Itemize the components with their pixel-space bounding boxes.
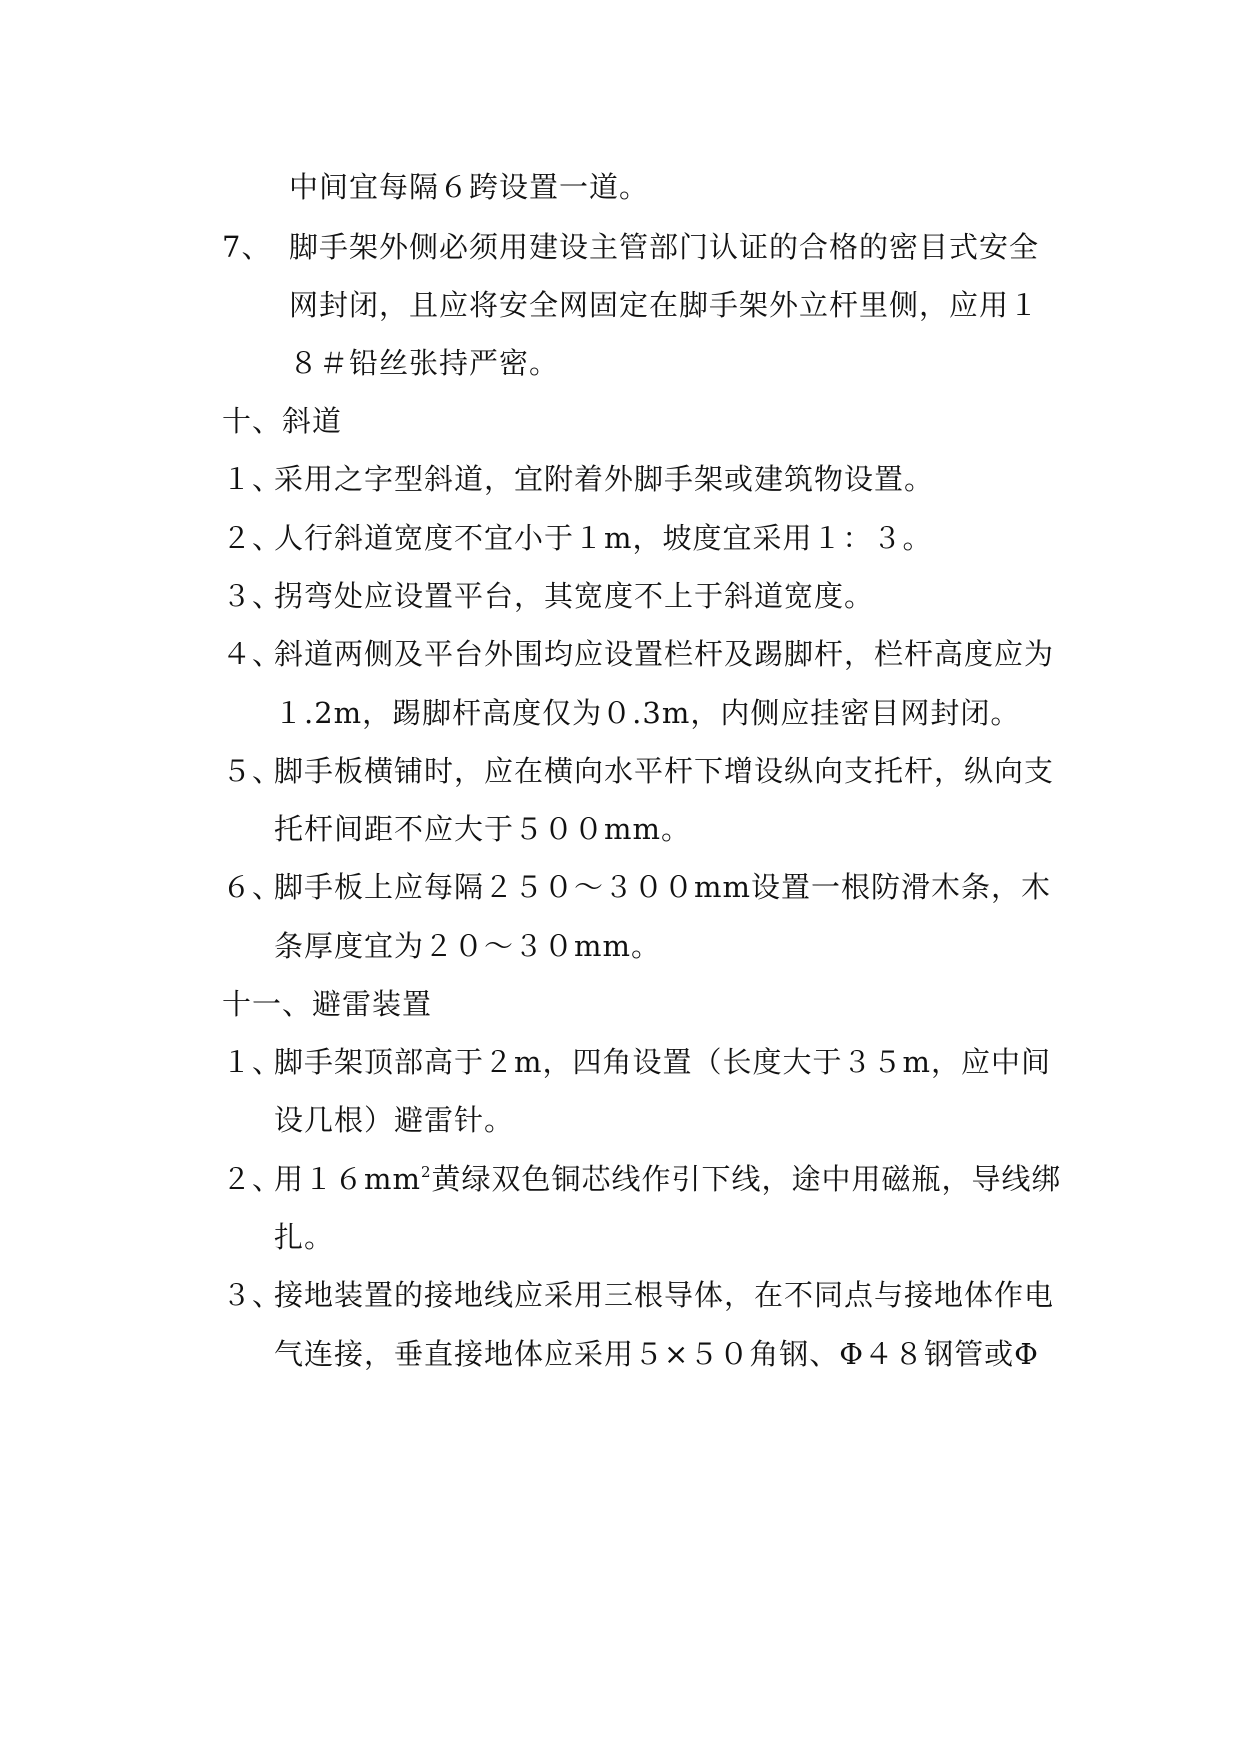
lightning-item-1-line-1: 脚手架顶部高于２m，四角设置（长度大于３５m，应中间 <box>274 1045 1051 1079</box>
lightning-item-1-number: １、 <box>222 1045 283 1079</box>
ramp-item-2-number: ２、 <box>222 521 283 555</box>
ramp-item-5-number: ５、 <box>222 754 283 788</box>
item-7-line-3: ８＃铅丝张持严密。 <box>289 346 560 380</box>
ramp-item-6-number: ６、 <box>222 870 283 904</box>
item-7-line-2: 网封闭，且应将安全网固定在脚手架外立杆里侧，应用１ <box>289 288 1040 322</box>
ramp-item-1-number: １、 <box>222 462 283 496</box>
continuation-line: 中间宜每隔６跨设置一道。 <box>289 170 650 204</box>
ramp-item-4-number: ４、 <box>222 637 283 671</box>
lightning-item-3-line-2: 气连接，垂直接地体应采用５×５０角钢、Φ４８钢管或Φ <box>274 1337 1039 1371</box>
lightning-item-3-number: ３、 <box>222 1278 283 1312</box>
item-7-line-1: 脚手架外侧必须用建设主管部门认证的合格的密目式安全 <box>289 230 1040 264</box>
superscript-2: 2 <box>421 1163 432 1181</box>
ramp-item-4-line-1: 斜道两侧及平台外围均应设置栏杆及踢脚杆，栏杆高度应为 <box>274 637 1055 671</box>
lightning-item-2-text-b: 黄绿双色铜芯线作引下线，途中用磁瓶，导线绑 <box>431 1162 1062 1196</box>
ramp-item-1-line-1: 采用之字型斜道，宜附着外脚手架或建筑物设置。 <box>274 462 935 496</box>
lightning-item-3-line-1: 接地装置的接地线应采用三根导体，在不同点与接地体作电 <box>274 1278 1055 1312</box>
lightning-item-2-text-a: 用１６mm <box>274 1162 421 1196</box>
ramp-item-5-line-1: 脚手板横铺时，应在横向水平杆下增设纵向支托杆，纵向支 <box>274 754 1055 788</box>
ramp-item-2-line-1: 人行斜道宽度不宜小于１m，坡度宜采用１：３。 <box>274 521 933 555</box>
ramp-item-3-number: ３、 <box>222 579 283 613</box>
ramp-item-4-line-2: １.2m，踢脚杆高度仅为０.3m，内侧应挂密目网封闭。 <box>274 696 1021 730</box>
section-heading-ramp: 十、斜道 <box>222 404 343 438</box>
lightning-item-2-line-1 <box>274 1159 1062 1199</box>
item-7-number: 7、 <box>222 230 272 264</box>
lightning-item-1-line-2: 设几根）避雷针。 <box>274 1103 515 1137</box>
ramp-item-6-line-2: 条厚度宜为２０～３０mm。 <box>274 929 661 963</box>
lightning-item-2-line-2: 扎。 <box>274 1220 335 1254</box>
ramp-item-3-line-1: 拐弯处应设置平台，其宽度不上于斜道宽度。 <box>274 579 875 613</box>
ramp-item-5-line-2: 托杆间距不应大于５００mm。 <box>274 812 691 846</box>
section-heading-lightning: 十一、避雷装置 <box>222 987 433 1021</box>
ramp-item-6-line-1: 脚手板上应每隔２５０～３００mm设置一根防滑木条，木 <box>274 870 1051 904</box>
lightning-item-2-number: ２、 <box>222 1162 283 1196</box>
